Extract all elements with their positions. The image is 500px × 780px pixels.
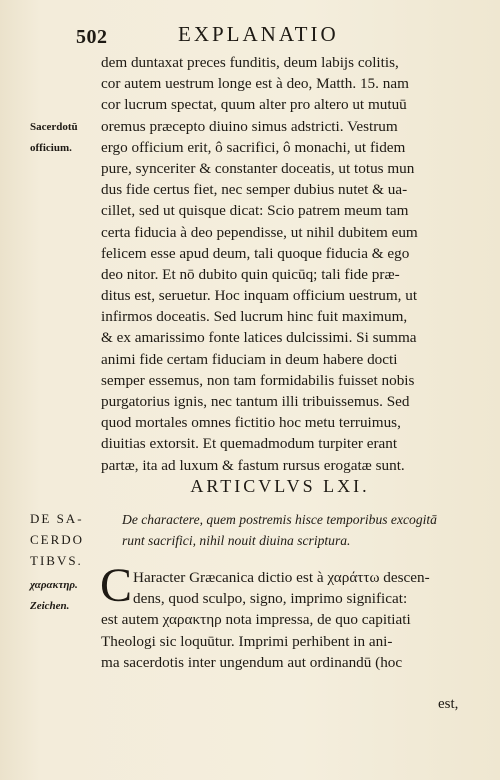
text-line: est autem χαρακτηρ nota impressa, de quo capitiati [101, 611, 411, 629]
text-line: animi fide certam fiduciam in deum habere docti [101, 350, 398, 368]
main-paragraph [101, 52, 463, 476]
summary-line: runt sacrifici, nihil nouit diuina scriptura. [122, 533, 351, 549]
text-line: partæ, ita ad luxum & fastum rursus erogatæ sunt. [101, 456, 405, 474]
margin-note-line: Sacerdotū [30, 121, 78, 133]
text-line: infirmos doceatis. Sed lucrum hinc fuit maximum, [101, 308, 408, 326]
text-line: cor lucrum spectat, quum alter pro altero ut mutuū [101, 96, 407, 114]
side-heading-line: CERDO [30, 532, 85, 548]
text-line: ma sacerdotis inter ungendum aut ordinandū (hoc [101, 653, 403, 671]
text-line: dus fide certus fiet, nec semper dubius nutet & ua- [101, 181, 408, 199]
text-line: cillet, sed ut quisque dicat: Scio patrem meum tam [101, 202, 409, 220]
margin-note-greek [30, 578, 100, 620]
second-paragraph [101, 567, 463, 673]
article-summary [122, 510, 482, 552]
text-line: quod mortales omnes fictitio hoc metu terruimus, [101, 414, 401, 432]
margin-note-line: χαρακτηρ. [30, 579, 78, 591]
summary-line: De charactere, quem postremis hisce temporibus excogitā [122, 512, 437, 527]
text-line: purgatorius ignis, nec tantum illi tribuissemus. Sed [101, 393, 410, 410]
side-heading [30, 510, 105, 574]
text-line: diuitias extorsit. Et quemadmodum turpiter erant [101, 435, 398, 453]
article-heading: ARTICVLVS LXI. [190, 476, 370, 496]
text-line: Theologi sic loquūtur. Imprimi perhibent in ani- [101, 632, 393, 650]
text-line: Haracter Græcanica dictio est à χαράττω descen- [133, 569, 430, 586]
text-line: felicem esse apud deum, tali quoque fiducia & ego [101, 244, 410, 262]
text-line: ergo officium erit, ô sacrifici, ô monachi, ut fidem [101, 138, 406, 156]
side-heading-line: TIBVS. [30, 553, 83, 569]
drop-cap: C [100, 559, 133, 612]
running-head: EXPLANATIO [178, 22, 339, 46]
margin-note-line: officium. [30, 142, 72, 155]
margin-note-line: Zeichen. [30, 600, 70, 613]
text-line: & ex amarissimo fonte latices dulcissimi. Si summa [101, 329, 417, 347]
text-line: cor autem uestrum longe est à deo, Matth. 15. nam [101, 75, 409, 93]
text-line: semper essemus, non tam formidabilis fuisset nobis [101, 371, 415, 389]
text-line: oremus præcepto diuino simus adstricti. Vestrum [101, 117, 398, 135]
catch-word: est, [438, 696, 459, 712]
text-line: ditus est, seruetur. Hoc inquam officium uestrum, ut [101, 287, 418, 305]
margin-note-sacerdotum [30, 120, 98, 162]
text-line: deo nitor. Et nō dubito quin quicūq; tali fide præ- [101, 265, 400, 283]
text-line: dens, quod sculpo, signo, imprimo significat: [133, 590, 408, 608]
text-line: pure, synceriter & constanter doceatis, ut totus mun [101, 159, 415, 177]
text-line: dem duntaxat preces funditis, deum labijs colitis, [101, 54, 399, 71]
text-line: certa fiducia à deo pependisse, ut nihil dubitem eum [101, 223, 418, 241]
side-heading-line: DE SA- [30, 511, 84, 526]
page-number: 502 [76, 26, 108, 48]
